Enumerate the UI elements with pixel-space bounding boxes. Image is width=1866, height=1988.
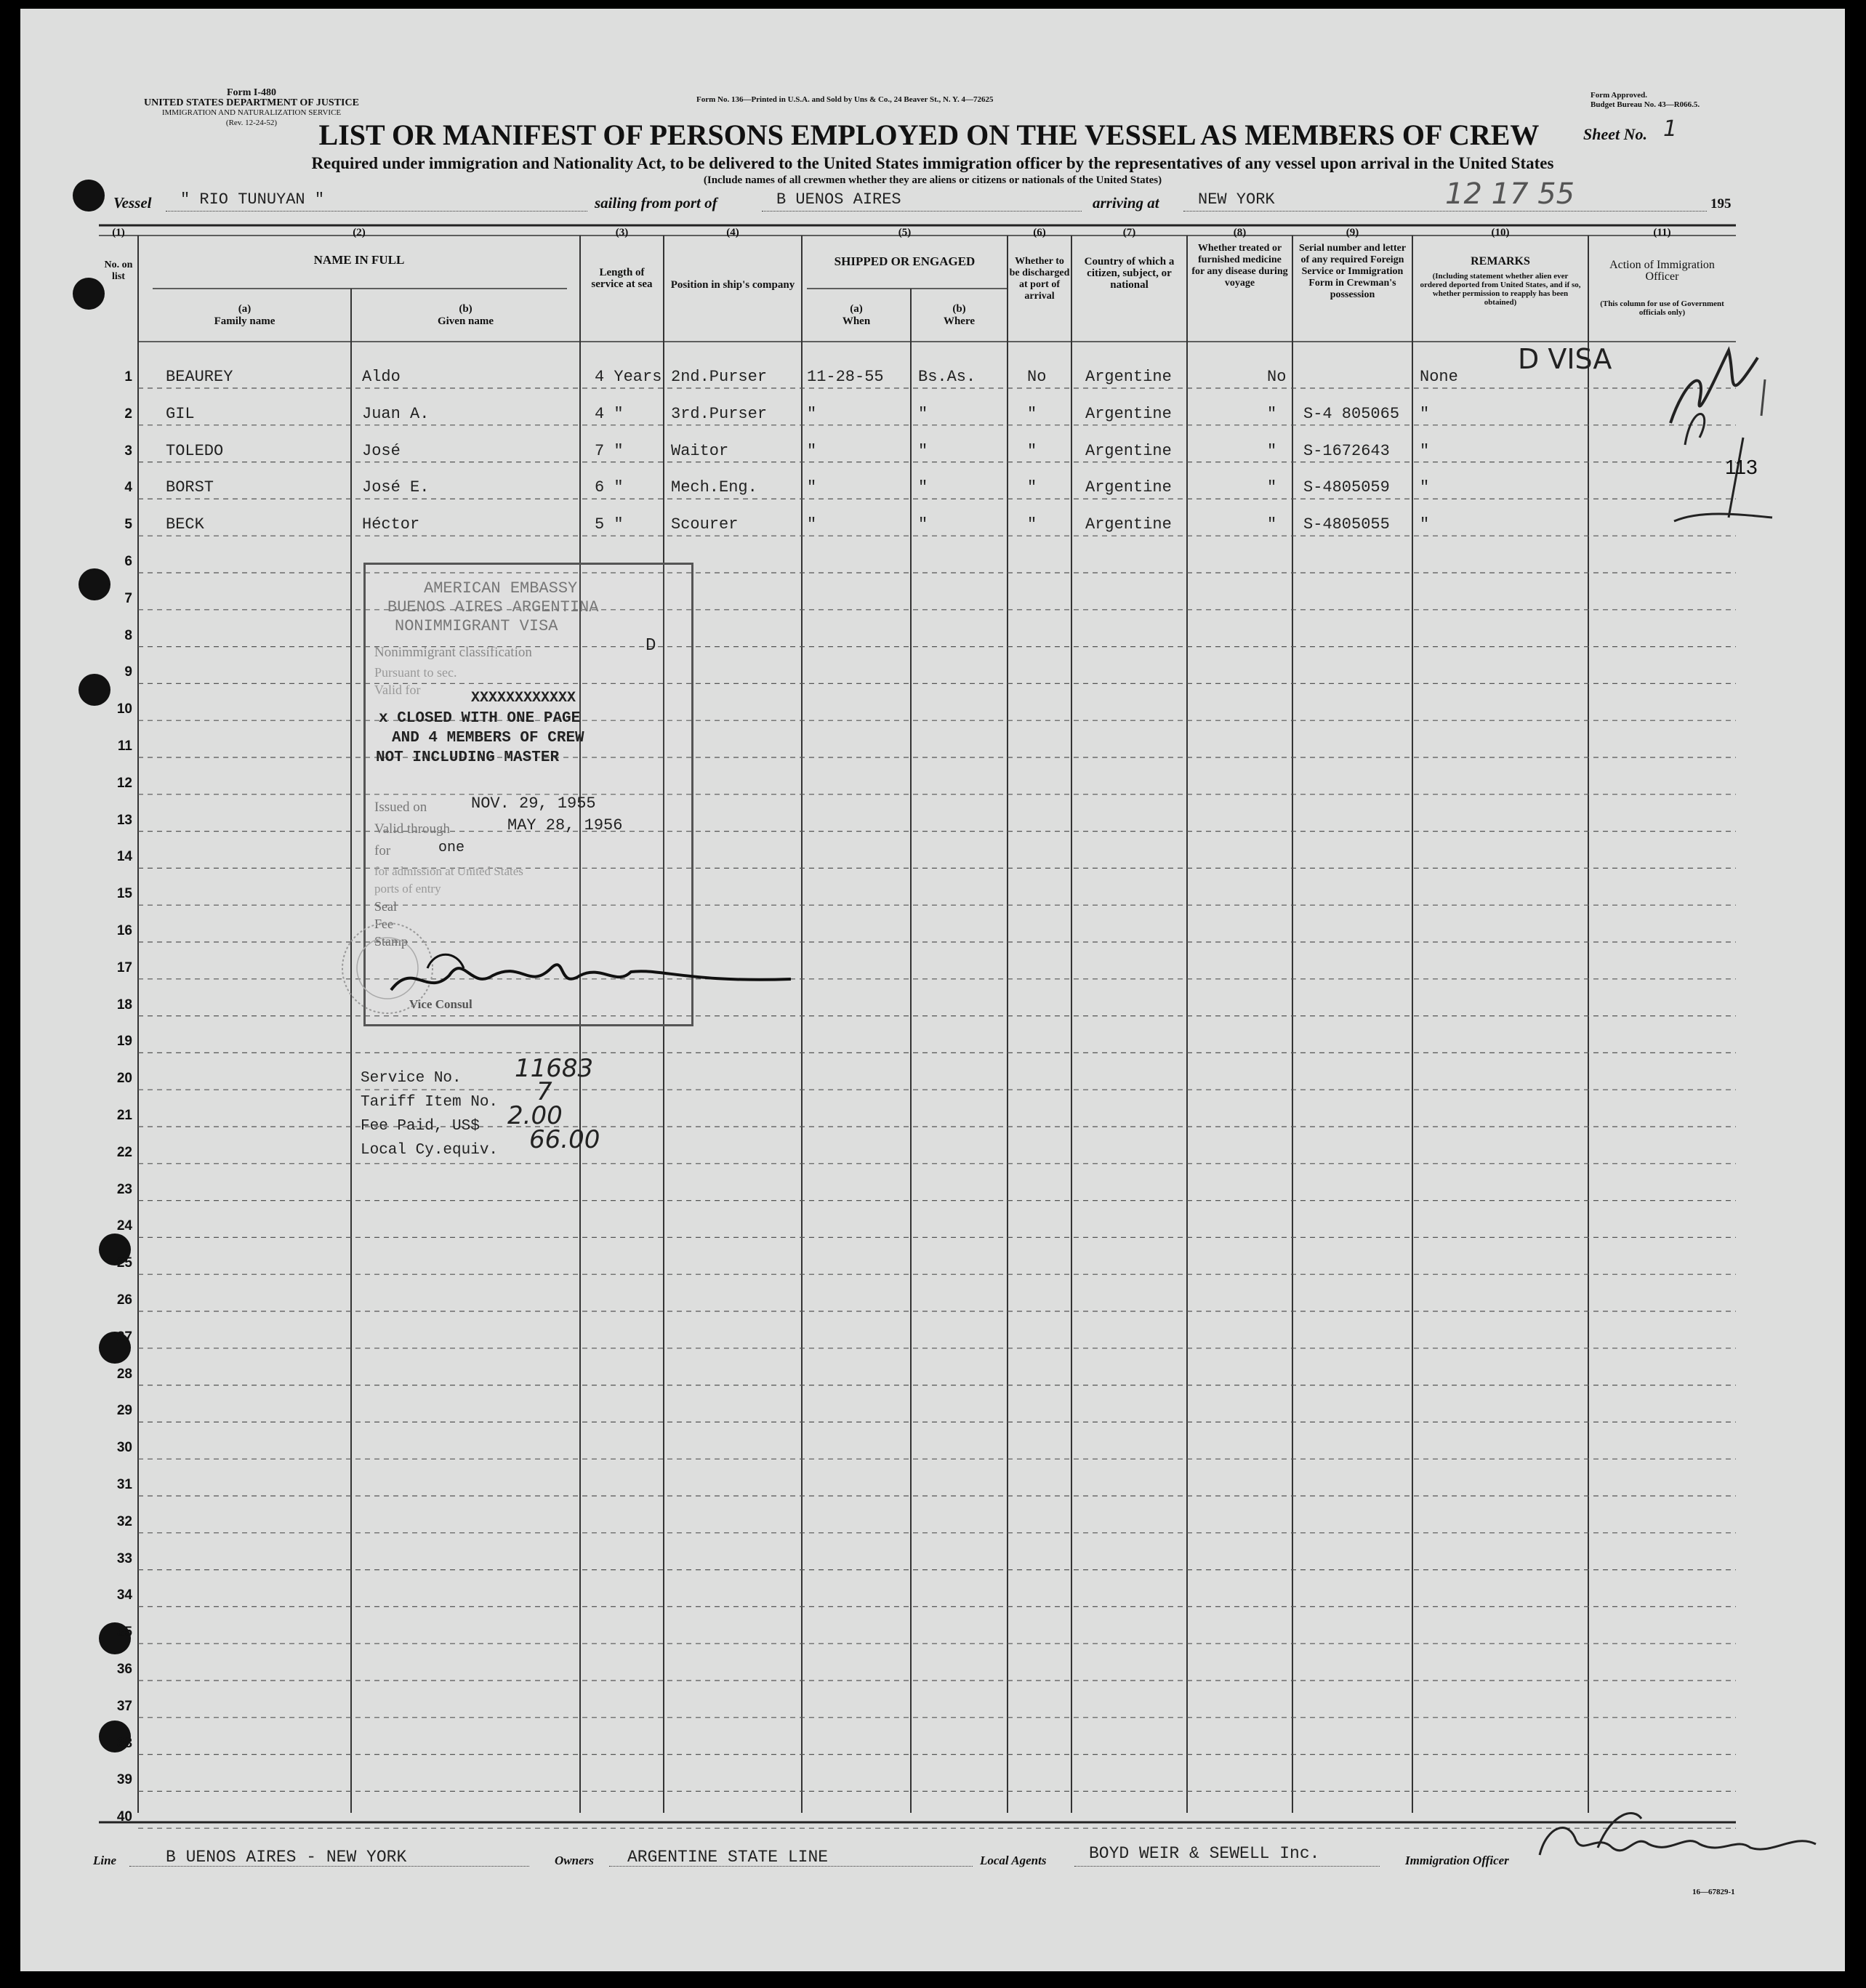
header-where-b: (b)	[952, 303, 966, 315]
row-number: 32	[116, 1513, 132, 1529]
crew-country: Argentine	[1085, 368, 1172, 386]
stamp-line-5: Pursuant to sec.	[374, 665, 457, 680]
tariff-label: Tariff Item No.	[361, 1094, 499, 1111]
crew-length: 6 "	[595, 478, 624, 497]
crew-country: Argentine	[1085, 441, 1172, 460]
stamp-line-4: Nonimmigrant classification	[374, 645, 532, 660]
crew-when: "	[807, 515, 817, 534]
service-label: Service No.	[361, 1070, 462, 1087]
stamp-seal: Seal	[374, 899, 397, 914]
form-id: Form I-480	[226, 87, 277, 98]
crew-family: GIL	[166, 404, 195, 423]
stamp-ports: ports of entry	[374, 882, 441, 896]
col-num-7: (7)	[1122, 227, 1136, 238]
crew-discharged: "	[1027, 441, 1037, 460]
owners-value: ARGENTINE STATE LINE	[627, 1848, 829, 1867]
row-number: 11	[117, 739, 132, 754]
header-given-name: Given name	[437, 315, 494, 327]
consul-signature	[384, 946, 791, 1012]
agency-line-2: IMMIGRATION AND NATURALIZATION SERVICE	[161, 108, 342, 117]
crew-family: TOLEDO	[166, 441, 224, 460]
officer-signature	[1525, 1804, 1830, 1877]
crew-serial: S-4 805065	[1303, 404, 1400, 423]
header-treated: Whether treated or furnished medicine for any disease during voyage	[1191, 243, 1288, 289]
stamp-admission: for admission at United States	[374, 864, 523, 878]
crew-treated: No	[1267, 368, 1287, 386]
col-num-6: (6)	[1033, 227, 1046, 238]
stamp-closed-1: x CLOSED WITH ONE PAGE	[379, 710, 581, 727]
header-no-on-list: No. on list	[104, 259, 133, 282]
crew-remarks: "	[1420, 515, 1430, 534]
row-number: 10	[116, 701, 132, 717]
crew-treated: "	[1267, 478, 1277, 497]
stamp-x-line: XXXXXXXXXXXX	[471, 690, 576, 707]
manifest-sheet	[20, 9, 1845, 1971]
crew-position: Waitor	[671, 441, 729, 460]
underline-scribble	[1670, 503, 1779, 532]
row-number: 36	[116, 1662, 132, 1677]
crew-discharged: "	[1027, 404, 1037, 423]
col-num-10: (10)	[1491, 227, 1510, 238]
row-number: 18	[116, 997, 132, 1013]
row-number: 34	[116, 1587, 132, 1603]
row-number: 6	[124, 554, 132, 569]
line-label: Line	[93, 1854, 117, 1867]
sailing-port: B UENOS AIRES	[776, 190, 901, 209]
col-num-5: (5)	[898, 227, 912, 238]
header-name-in-full: NAME IN FULL	[313, 253, 405, 267]
crew-position: 3rd.Purser	[671, 404, 768, 423]
row-number: 23	[116, 1181, 132, 1197]
page-title: LIST OR MANIFEST OF PERSONS EMPLOYED ON THE VESSEL AS MEMBERS OF CREW	[318, 118, 1540, 151]
crew-given: Aldo	[362, 368, 401, 386]
header-remarks: REMARKS	[1471, 255, 1530, 267]
header-when-a: (a)	[850, 303, 863, 315]
row-number: 33	[116, 1550, 132, 1566]
crew-length: 4 "	[595, 404, 624, 423]
crew-when: "	[807, 404, 817, 423]
stamp-consul: Vice Consul	[409, 997, 472, 1011]
crew-position: 2nd.Purser	[671, 368, 768, 386]
crew-length: 7 "	[595, 441, 624, 460]
header-action-note: (This column for use of Government officials only)	[1600, 299, 1724, 317]
sailing-label: sailing from port of	[595, 194, 717, 212]
sheet-number: 1	[1663, 116, 1678, 142]
crew-where: "	[918, 515, 928, 534]
header-discharged: Whether to be discharged at port of arrival	[1009, 256, 1070, 302]
revision: (Rev. 12-24-52)	[225, 118, 278, 127]
col-num-9: (9)	[1346, 227, 1359, 238]
header-given-b: (b)	[459, 303, 472, 315]
header-family-name: Family name	[214, 315, 276, 327]
row-number: 15	[116, 886, 132, 902]
row-number: 25	[116, 1255, 132, 1271]
header-shipped: SHIPPED OR ENGAGED	[834, 254, 976, 268]
header-when: When	[842, 315, 871, 327]
crew-where: Bs.As.	[918, 368, 976, 386]
fee-paid: 2.00	[507, 1101, 563, 1130]
crew-family: BORST	[166, 478, 214, 497]
service-number: 11683	[515, 1054, 594, 1083]
stamp-line-2: BUENOS AIRES ARGENTINA	[387, 598, 599, 616]
row-number: 4	[124, 480, 132, 496]
row-number: 30	[116, 1440, 132, 1456]
header-length: Length of service at sea	[591, 267, 653, 290]
stamp-fee: Fee	[374, 917, 393, 931]
approval-1: Form Approved.	[1590, 91, 1648, 100]
col-num-3: (3)	[615, 227, 629, 238]
owners-label: Owners	[555, 1854, 594, 1867]
col-num-11: (11)	[1653, 227, 1671, 238]
line-value: B UENOS AIRES - NEW YORK	[166, 1848, 407, 1867]
row-number: 9	[124, 664, 132, 680]
row-number: 21	[116, 1108, 132, 1123]
crew-when: "	[807, 478, 817, 497]
stamp-valid-date: MAY 28, 1956	[507, 816, 623, 834]
crew-discharged: "	[1027, 478, 1037, 497]
crew-given: José	[362, 441, 401, 460]
row-number: 16	[116, 923, 132, 938]
header-country: Country of which a citizen, subject, or national	[1084, 256, 1175, 291]
row-number: 37	[116, 1698, 132, 1714]
subtitle: Required under immigration and Nationality Act, to be delivered to the United States immigration officer by the representatives of any vessel upon arrival in the United States	[311, 154, 1554, 172]
crew-country: Argentine	[1085, 404, 1172, 423]
header-where: Where	[943, 315, 976, 327]
crew-country: Argentine	[1085, 478, 1172, 497]
local-label: Local Cy.equiv.	[361, 1142, 499, 1159]
stamp-line-6: Valid for	[374, 683, 421, 697]
stamp-for-label: for	[374, 843, 391, 858]
crew-remarks: "	[1420, 478, 1430, 497]
row-number: 28	[116, 1366, 132, 1382]
crew-when: "	[807, 441, 817, 460]
col-num-1: (1)	[112, 227, 125, 238]
stamp-stamp: Stamp	[374, 934, 409, 949]
row-number: 8	[124, 627, 132, 643]
row-number: 31	[116, 1477, 132, 1492]
row-number: 5	[124, 517, 132, 533]
row-number: 39	[116, 1772, 132, 1788]
crew-treated: "	[1267, 515, 1277, 534]
row-number: 2	[124, 406, 132, 422]
header-remarks-note: (Including statement whether alien ever ordered deported from United States, and if so, whether permission to reapply has been obtained)	[1420, 272, 1581, 307]
col-num-4: (4)	[726, 227, 739, 238]
crew-country: Argentine	[1085, 515, 1172, 534]
stamp-line-3: NONIMMIGRANT VISA	[395, 617, 558, 635]
stamp-issued-date: NOV. 29, 1955	[471, 794, 596, 813]
row-number: 1	[124, 369, 132, 385]
header-action: Action of Immigration Officer	[1609, 259, 1715, 283]
arriving-port: NEW YORK	[1198, 190, 1275, 209]
row-number: 27	[116, 1329, 132, 1345]
header-serial: Serial number and letter of any required Foreign Service or Immigration Form in Crewman's possession	[1298, 243, 1407, 300]
crew-remarks: "	[1420, 441, 1430, 460]
printer-note: Form No. 136—Printed in U.S.A. and Sold by Uns & Co., 24 Beaver St., N. Y. 4—72625	[696, 95, 994, 104]
crew-discharged: "	[1027, 515, 1037, 534]
row-number: 14	[116, 849, 132, 865]
crew-where: "	[918, 478, 928, 497]
officer-label: Immigration Officer	[1405, 1854, 1509, 1867]
crew-given: José E.	[362, 478, 430, 497]
row-number: 13	[116, 812, 132, 828]
row-number: 19	[116, 1034, 132, 1050]
d-visa-annotation: D VISA	[1518, 343, 1612, 375]
crew-where: "	[918, 404, 928, 423]
crew-position: Mech.Eng.	[671, 478, 757, 497]
row-number: 24	[116, 1218, 132, 1234]
arrival-date: 12 17 55	[1445, 177, 1575, 211]
crew-remarks: None	[1420, 368, 1458, 386]
header-family-a: (a)	[238, 303, 252, 315]
stamp-line-1: AMERICAN EMBASSY	[424, 579, 578, 597]
crew-treated: "	[1267, 404, 1277, 423]
crew-when: 11-28-55	[807, 368, 884, 386]
stamp-letter: D	[646, 636, 656, 656]
row-number: 20	[116, 1071, 132, 1087]
vessel-label: Vessel	[113, 194, 152, 212]
crew-treated: "	[1267, 441, 1277, 460]
stamp-closed-3: NOT INCLUDING MASTER	[376, 749, 560, 766]
crew-serial: S-1672643	[1303, 441, 1390, 460]
row-number: 38	[116, 1735, 132, 1751]
agency-line-1: UNITED STATES DEPARTMENT OF JUSTICE	[144, 97, 359, 108]
row-number: 7	[124, 590, 132, 606]
number-113: 113	[1725, 456, 1758, 478]
row-number: 22	[116, 1144, 132, 1160]
crew-family: BECK	[166, 515, 204, 534]
row-number: 17	[116, 959, 132, 975]
crew-given: Héctor	[362, 515, 420, 534]
row-number: 26	[116, 1292, 132, 1308]
crew-where: "	[918, 441, 928, 460]
form-code: 16—67829-1	[1692, 1888, 1735, 1896]
row-number: 3	[124, 443, 132, 459]
officer-initials-scribble	[1656, 336, 1801, 525]
agents-value: BOYD WEIR & SEWELL Inc.	[1089, 1844, 1320, 1863]
crew-remarks: "	[1420, 404, 1430, 423]
crew-given: Juan A.	[362, 404, 430, 423]
fee-label: Fee Paid, US$	[361, 1118, 480, 1135]
arriving-label: arriving at	[1093, 194, 1159, 212]
stamp-closed-2: AND 4 MEMBERS OF CREW	[392, 730, 584, 746]
tariff-number: 7	[536, 1077, 552, 1106]
col-num-8: (8)	[1233, 227, 1247, 238]
local-currency: 66.00	[529, 1125, 600, 1154]
crew-length: 4 Years	[595, 368, 662, 386]
crew-family: BEAUREY	[166, 368, 233, 386]
agents-label: Local Agents	[980, 1854, 1047, 1867]
crew-serial: S-4805059	[1303, 478, 1390, 497]
row-number: 35	[116, 1625, 132, 1641]
crew-position: Scourer	[671, 515, 739, 534]
row-number: 12	[116, 775, 132, 791]
year-suffix: 195	[1710, 196, 1732, 212]
header-position: Position in ship's company	[670, 279, 795, 291]
row-number: 40	[116, 1809, 132, 1825]
stamp-for-value: one	[438, 840, 465, 856]
stamp-issued-label: Issued on	[374, 800, 427, 815]
approval-2: Budget Bureau No. 43—R066.5.	[1590, 100, 1700, 109]
crew-length: 5 "	[595, 515, 624, 534]
include-note: (Include names of all crewmen whether they are aliens or citizens or nationals of the United States)	[703, 174, 1162, 186]
col-num-2: (2)	[353, 227, 366, 238]
crew-serial: S-4805055	[1303, 515, 1390, 534]
vessel-name: " RIO TUNUYAN "	[180, 190, 325, 209]
row-number: 29	[116, 1403, 132, 1419]
sheet-label: Sheet No.	[1583, 125, 1647, 143]
crew-discharged: No	[1027, 368, 1047, 386]
stamp-valid-label: Valid through	[374, 821, 450, 837]
